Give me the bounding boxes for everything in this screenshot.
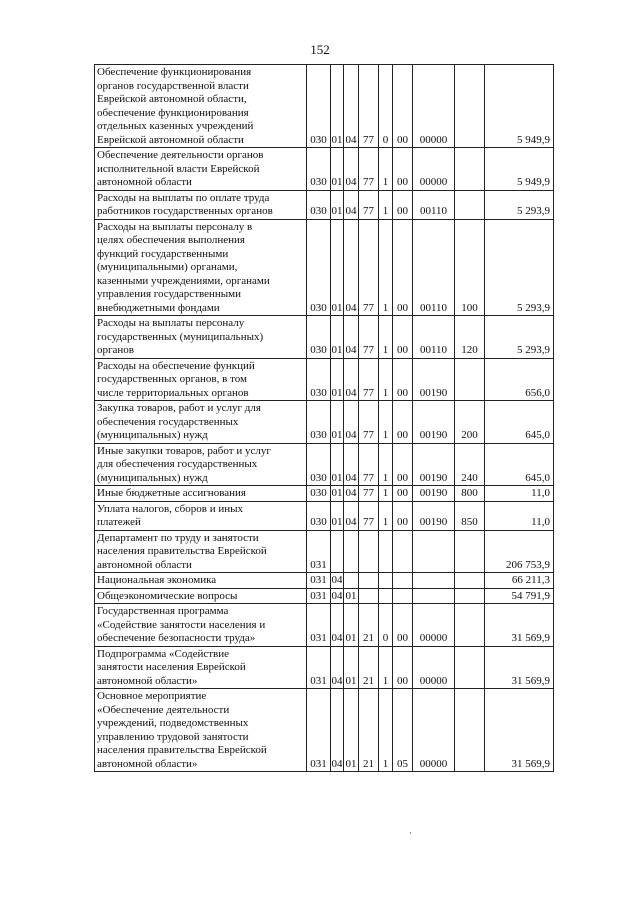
gr-code-cell: 031: [307, 604, 331, 647]
subprogram-code-cell: [379, 573, 393, 589]
item-name-line: Обеспечение функционирования: [97, 66, 252, 78]
item-name-line: автономной области: [97, 558, 192, 571]
item-name-cell: [95, 316, 307, 359]
section-code-cell: 04: [331, 574, 343, 586]
table-row: [95, 358, 554, 401]
section-code-cell: 01: [331, 487, 343, 499]
table-row: [95, 501, 554, 530]
subprogram-code-cell: 0: [379, 65, 393, 148]
section-code-cell: 01: [331, 190, 344, 219]
gr-code-cell: 030: [307, 219, 331, 316]
item-name-line: Иные закупки товаров, работ и услуг: [97, 444, 271, 457]
item-name-line: автономной области»: [97, 757, 198, 770]
item-name-line: (муниципальных) нужд: [97, 471, 208, 484]
gr-code-cell: 031: [307, 530, 331, 573]
subprogram-code-cell: 1: [379, 401, 393, 444]
item-name-line: обеспечение безопасности труда»: [97, 632, 256, 644]
item-name-cell: [95, 689, 307, 772]
amount-cell: 31 569,9: [485, 689, 554, 772]
subprogram-code-cell: 1: [379, 148, 393, 191]
subprogram-code-cell: 1: [379, 486, 393, 502]
item-name-line: Подпрограмма «Содействие: [97, 647, 230, 660]
gr-code-cell: 031: [307, 573, 331, 589]
section-code-cell: 01: [331, 316, 344, 359]
subprogram-code-cell: [379, 530, 393, 573]
expense-type-cell: 200: [455, 401, 485, 444]
expense-type-cell: [455, 530, 485, 573]
event-code-cell: 00: [393, 486, 413, 502]
expense-type-cell: 800: [455, 486, 485, 502]
subsection-code-cell: [344, 530, 359, 573]
item-name-line: «Обеспечение деятельности: [97, 703, 230, 716]
direction-code-cell: 00000: [413, 689, 455, 772]
amount-cell: 11,0: [485, 501, 554, 530]
amount-cell: 656,0: [485, 358, 554, 401]
direction-code-cell: 00110: [413, 219, 455, 316]
subsection-code-cell: 01: [344, 689, 359, 772]
subprogram-code-cell: 1: [379, 190, 393, 219]
item-name-line: автономной области»: [97, 674, 198, 687]
item-name-line: (муниципальными) органами,: [97, 261, 238, 273]
item-name-line: обеспечение функционирования: [97, 106, 249, 119]
direction-code-cell: 00000: [413, 646, 455, 689]
subsection-code-cell: 04: [344, 316, 359, 359]
subsection-code-cell: 01: [344, 604, 359, 647]
subprogram-code-cell: 1: [379, 646, 393, 689]
item-name-line: органов государственной власти: [97, 79, 249, 92]
table-row: [95, 148, 554, 191]
direction-code-cell: 00190: [413, 443, 455, 486]
subsection-code-cell: 04: [344, 190, 359, 219]
expense-type-cell: [455, 573, 485, 589]
amount-cell: 5 949,9: [485, 65, 554, 148]
gr-code-cell: 031: [307, 689, 331, 772]
expense-type-cell: 850: [455, 501, 485, 530]
program-code-cell: 77: [359, 443, 379, 486]
item-name-line: Общеэкономические вопросы: [97, 589, 238, 602]
item-name-cell: [95, 646, 307, 689]
direction-code-cell: 00000: [413, 604, 455, 647]
table-row: [95, 219, 554, 316]
gr-code-cell: 030: [307, 501, 331, 530]
amount-cell: 11,0: [485, 486, 554, 502]
item-name-line: платежей: [97, 516, 141, 528]
item-name-cell: [95, 358, 307, 401]
section-code-cell: 04: [331, 646, 344, 689]
item-name-cell: [95, 190, 307, 219]
subprogram-code-cell: 1: [379, 219, 393, 316]
program-code-cell: 21: [359, 689, 379, 772]
event-code-cell: 00: [393, 501, 413, 530]
item-name-line: населения правительства Еврейской: [97, 744, 267, 756]
direction-code-cell: [413, 530, 455, 573]
item-name-line: работников государственных органов: [97, 205, 273, 217]
gr-code-cell: 030: [307, 443, 331, 486]
gr-code-cell: 030: [307, 358, 331, 401]
program-code-cell: 21: [359, 646, 379, 689]
table-row: [95, 646, 554, 689]
direction-code-cell: 00000: [413, 148, 455, 191]
item-name-line: отдельных казенных учреждений: [97, 120, 254, 132]
subsection-code-cell: 04: [344, 401, 359, 444]
amount-cell: 206 753,9: [485, 530, 554, 573]
item-name-line: учреждений, подведомственных: [97, 717, 249, 729]
subsection-code-cell: 04: [344, 219, 359, 316]
amount-cell: 54 791,9: [485, 588, 554, 604]
table-row: [95, 530, 554, 573]
direction-code-cell: 00000: [413, 65, 455, 148]
expense-type-cell: [455, 148, 485, 191]
expense-type-cell: [455, 358, 485, 401]
scan-dot: ·: [409, 828, 412, 838]
table-row: [95, 316, 554, 359]
item-name-line: государственных (муниципальных): [97, 330, 264, 343]
section-code-cell: 04: [331, 589, 343, 602]
direction-code-cell: 00190: [413, 486, 455, 502]
event-code-cell: 00: [393, 358, 413, 401]
table-body: [95, 65, 554, 772]
expense-type-cell: [455, 190, 485, 219]
subprogram-code-cell: 1: [379, 443, 393, 486]
event-code-cell: 00: [393, 65, 413, 148]
item-name-line: Государственная программа: [97, 605, 229, 617]
direction-code-cell: 00190: [413, 401, 455, 444]
subsection-code-cell: 01: [345, 589, 357, 602]
item-name-line: занятости населения Еврейской: [97, 661, 246, 673]
event-code-cell: 00: [393, 401, 413, 444]
subprogram-code-cell: 1: [379, 316, 393, 359]
subsection-code-cell: 04: [344, 65, 359, 148]
budget-table: [94, 64, 554, 772]
item-name-cell: [95, 604, 307, 647]
item-name-line: Закупка товаров, работ и услуг для: [97, 402, 261, 414]
subprogram-code-cell: 1: [379, 501, 393, 530]
item-name-line: Еврейской автономной области,: [97, 93, 247, 105]
program-code-cell: [359, 573, 379, 589]
gr-code-cell: 030: [307, 148, 331, 191]
item-name-line: Иные бюджетные ассигнования: [97, 487, 246, 499]
item-name-cell: [95, 530, 307, 573]
item-name-cell: [95, 588, 307, 604]
item-name-line: исполнительной власти Еврейской: [97, 162, 260, 175]
program-code-cell: 77: [359, 316, 379, 359]
item-name-line: (муниципальных) нужд: [97, 429, 208, 441]
subprogram-code-cell: 1: [379, 689, 393, 772]
gr-code-cell: 030: [307, 190, 331, 219]
item-name-cell: [95, 148, 307, 191]
subsection-code-cell: 04: [344, 358, 359, 401]
event-code-cell: [393, 530, 413, 573]
item-name-line: Основное мероприятие: [97, 690, 207, 702]
page-number: 152: [310, 42, 330, 57]
item-name-line: для обеспечения государственных: [97, 458, 258, 470]
expense-type-cell: [455, 689, 485, 772]
section-code-cell: 01: [331, 501, 344, 530]
expense-type-cell: 100: [455, 219, 485, 316]
subsection-code-cell: 04: [344, 501, 359, 530]
item-name-line: функций государственными: [97, 247, 229, 260]
item-name-line: Расходы на выплаты по оплате труда: [97, 191, 270, 204]
item-name-line: Расходы на выплаты персоналу: [97, 317, 245, 329]
program-code-cell: [359, 588, 379, 604]
gr-code-cell: 030: [307, 401, 331, 444]
event-code-cell: 00: [393, 604, 413, 647]
direction-code-cell: [413, 573, 455, 589]
section-code-cell: 01: [331, 219, 344, 316]
item-name-cell: [95, 573, 307, 589]
item-name-line: государственных органов, в том: [97, 373, 247, 385]
section-code-cell: 04: [331, 604, 344, 647]
item-name-cell: [95, 219, 307, 316]
item-name-line: обеспечения государственных: [97, 415, 239, 428]
direction-code-cell: 00110: [413, 316, 455, 359]
section-code-cell: 01: [331, 443, 344, 486]
program-code-cell: [359, 530, 379, 573]
item-name-line: автономной области: [97, 176, 192, 188]
item-name-line: числе территориальных органов: [97, 386, 249, 399]
amount-cell: 66 211,3: [485, 573, 554, 589]
item-name-line: органов: [97, 344, 134, 356]
section-code-cell: 01: [331, 358, 344, 401]
program-code-cell: 77: [359, 190, 379, 219]
gr-code-cell: 031: [307, 588, 331, 604]
item-name-line: Уплата налогов, сборов и иных: [97, 502, 244, 515]
subprogram-code-cell: [379, 588, 393, 604]
item-name-line: Расходы на выплаты персоналу в: [97, 220, 253, 233]
amount-cell: 5 949,9: [485, 148, 554, 191]
item-name-line: Департамент по труду и занятости: [97, 531, 259, 544]
event-code-cell: 00: [393, 316, 413, 359]
table-row: [95, 588, 554, 604]
item-name-line: «Содействие занятости населения и: [97, 618, 266, 631]
expense-type-cell: [455, 65, 485, 148]
amount-cell: 5 293,9: [485, 316, 554, 359]
expense-type-cell: 120: [455, 316, 485, 359]
event-code-cell: 00: [393, 190, 413, 219]
direction-code-cell: [413, 588, 455, 604]
event-code-cell: [393, 573, 413, 589]
item-name-line: Обеспечение деятельности органов: [97, 149, 264, 161]
item-name-line: казенными учреждениями, органами: [97, 274, 270, 287]
event-code-cell: 05: [393, 689, 413, 772]
expense-type-cell: [455, 588, 485, 604]
event-code-cell: 00: [393, 646, 413, 689]
subsection-code-cell: 04: [344, 148, 359, 191]
table-row: [95, 65, 554, 148]
item-name-line: управления государственными: [97, 288, 242, 300]
item-name-line: Еврейской автономной области: [97, 133, 244, 146]
amount-cell: 645,0: [485, 443, 554, 486]
amount-cell: 5 293,9: [485, 219, 554, 316]
expense-type-cell: 240: [455, 443, 485, 486]
amount-cell: 31 569,9: [485, 604, 554, 647]
table-row: [95, 443, 554, 486]
table-row: [95, 573, 554, 589]
item-name-cell: [95, 486, 307, 502]
subprogram-code-cell: 0: [379, 604, 393, 647]
section-code-cell: 01: [331, 148, 344, 191]
gr-code-cell: 030: [307, 486, 331, 502]
direction-code-cell: 00190: [413, 501, 455, 530]
program-code-cell: 77: [359, 501, 379, 530]
table-row: [95, 190, 554, 219]
section-code-cell: 01: [331, 401, 344, 444]
program-code-cell: 77: [359, 148, 379, 191]
gr-code-cell: 030: [307, 316, 331, 359]
event-code-cell: [393, 588, 413, 604]
amount-cell: 31 569,9: [485, 646, 554, 689]
subsection-code-cell: 04: [344, 443, 359, 486]
amount-cell: 645,0: [485, 401, 554, 444]
item-name-line: целях обеспечения выполнения: [97, 234, 245, 246]
item-name-line: внебюджетными фондами: [97, 301, 220, 314]
event-code-cell: 00: [393, 219, 413, 316]
item-name-cell: [95, 401, 307, 444]
item-name-line: Расходы на обеспечение функций: [97, 359, 255, 372]
item-name-line: Национальная экономика: [97, 574, 217, 586]
program-code-cell: 21: [359, 604, 379, 647]
program-code-cell: 77: [359, 401, 379, 444]
subsection-code-cell: 04: [345, 487, 357, 499]
subsection-code-cell: 01: [344, 646, 359, 689]
program-code-cell: 77: [359, 486, 379, 502]
direction-code-cell: 00190: [413, 358, 455, 401]
expense-type-cell: [455, 646, 485, 689]
item-name-cell: [95, 65, 307, 148]
item-name-line: населения правительства Еврейской: [97, 545, 267, 557]
table-row: [95, 401, 554, 444]
table-row: [95, 689, 554, 772]
subsection-code-cell: [344, 573, 359, 589]
program-code-cell: 77: [359, 358, 379, 401]
section-code-cell: 04: [331, 689, 344, 772]
item-name-cell: [95, 501, 307, 530]
event-code-cell: 00: [393, 443, 413, 486]
subprogram-code-cell: 1: [379, 358, 393, 401]
expense-type-cell: [455, 604, 485, 647]
program-code-cell: 77: [359, 65, 379, 148]
item-name-cell: [95, 443, 307, 486]
item-name-line: управлению трудовой занятости: [97, 730, 249, 743]
section-code-cell: [331, 530, 344, 573]
amount-cell: 5 293,9: [485, 190, 554, 219]
gr-code-cell: 030: [307, 65, 331, 148]
event-code-cell: 00: [393, 148, 413, 191]
table-row: [95, 604, 554, 647]
program-code-cell: 77: [359, 219, 379, 316]
table-row: [95, 486, 554, 502]
direction-code-cell: 00110: [413, 190, 455, 219]
gr-code-cell: 031: [307, 646, 331, 689]
section-code-cell: 01: [331, 65, 344, 148]
